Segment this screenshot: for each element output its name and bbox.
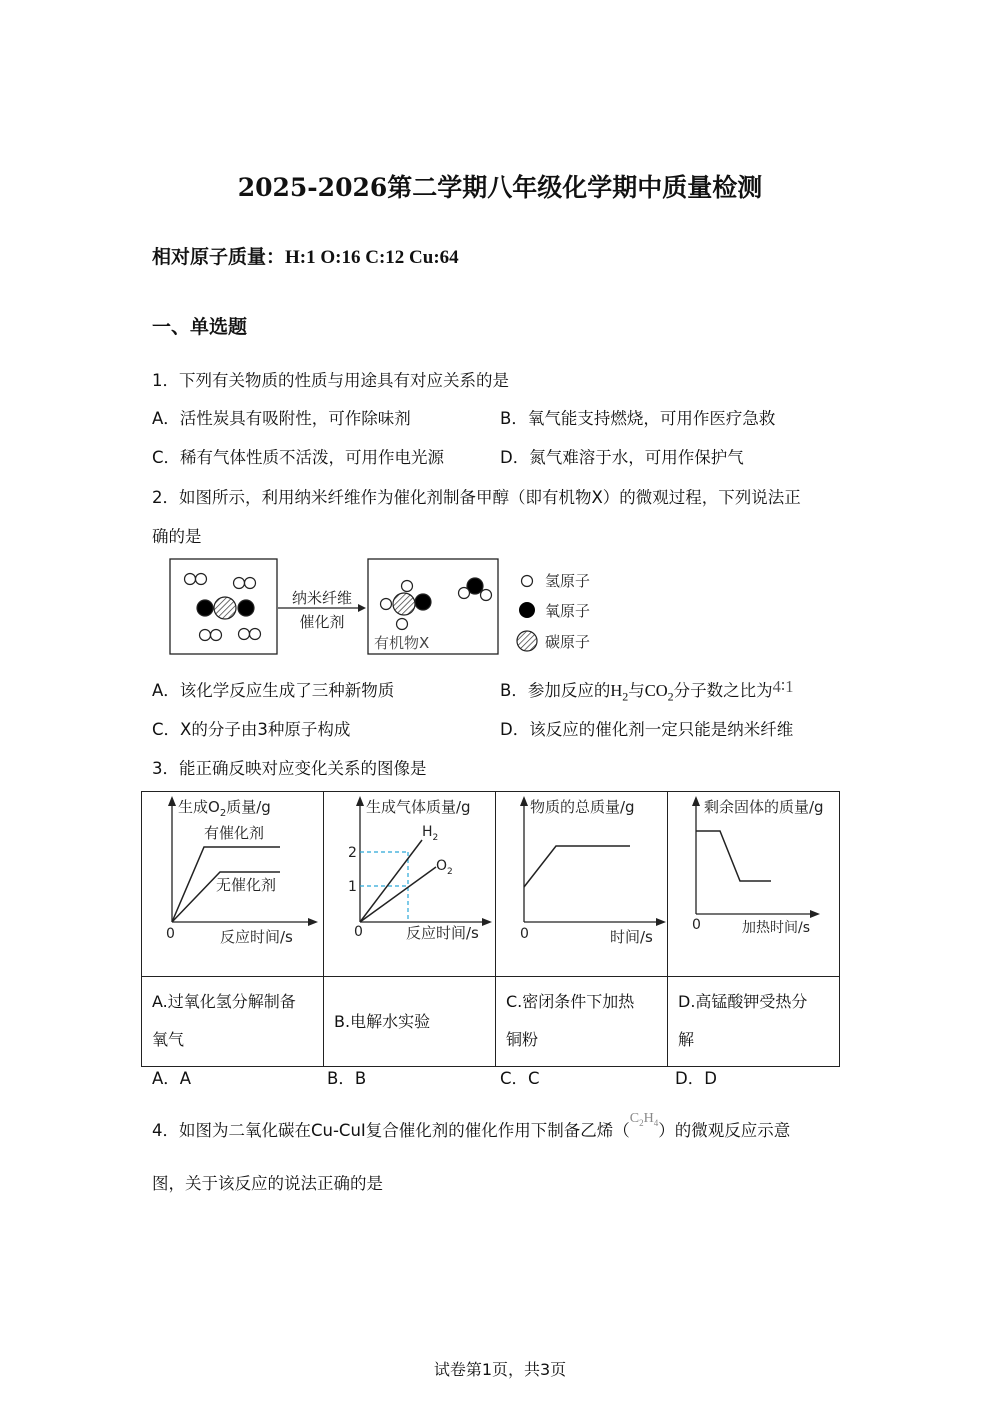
graph-c-xlabel: 时间/s — [610, 928, 653, 946]
caption-a-line2: 氧气 — [152, 1030, 185, 1049]
q1-stem: 1．下列有关物质的性质与用途具有对应关系的是 — [152, 371, 509, 390]
q3-option-b: B．B — [327, 1069, 367, 1088]
q4-stem-post: ）的微观反应示意 — [658, 1121, 791, 1140]
q2-b-text-1: B．参加反应的 — [500, 681, 611, 700]
graph-a-label-no-catalyst: 无催化剂 — [216, 876, 277, 894]
q2-option-c: C．X的分子由3种原子构成 — [152, 720, 351, 739]
graph-c-origin: 0 — [520, 926, 529, 942]
reactant-molecules — [185, 574, 261, 641]
q1-option-b: B．氧气能支持燃烧，可用作医疗急救 — [500, 409, 776, 428]
q4-stem-pre: 4．如图为二氧化碳在Cu-CuI复合催化剂的催化作用下制备乙烯（ — [152, 1121, 630, 1140]
graph-b — [324, 792, 495, 972]
h2-sub: 2 — [622, 689, 629, 704]
graph-a — [142, 792, 323, 972]
graph-b-xlabel: 反应时间/s — [406, 924, 479, 942]
graph-cell-a — [142, 792, 324, 977]
graph-cell-c — [496, 792, 668, 977]
q3-stem: 3．能正确反映对应变化关系的图像是 — [152, 759, 427, 778]
atomic-mass-values: H:1 O:16 C:12 Cu:64 — [285, 247, 459, 268]
graph-c-line — [524, 846, 630, 887]
caption-cell-c — [496, 977, 668, 1067]
q4-stem-line2: 图，关于该反应的说法正确的是 — [152, 1174, 383, 1193]
graph-a-origin: 0 — [166, 926, 175, 942]
graph-b-tick-2: 2 — [348, 845, 357, 861]
q2-b-text-3: 分子数之比为 — [673, 681, 773, 700]
page-footer: 试卷第1页，共3页 — [433, 1360, 567, 1379]
page-title: 2025-2026第二学期八年级化学期中质量检测 — [237, 173, 763, 202]
product-x-label: 有机物X — [374, 634, 430, 652]
diagram-legend — [517, 572, 590, 651]
caption-c-line2: 铜粉 — [506, 1030, 539, 1049]
ethylene-formula: C2H4 — [629, 1111, 659, 1128]
legend-hydrogen: 氢原子 — [545, 572, 591, 590]
graph-d-xlabel: 加热时间/s — [742, 920, 811, 936]
graph-d-ylabel: 剩余固体的质量/g — [704, 798, 824, 816]
caption-cell-d — [668, 977, 840, 1067]
graph-d — [668, 792, 839, 972]
q2-reaction-diagram — [160, 556, 620, 661]
caption-d-line1: D.高锰酸钾受热分 — [678, 992, 808, 1011]
graph-a-label-catalyst: 有催化剂 — [204, 824, 265, 842]
caption-cell-a — [142, 977, 324, 1067]
graph-b-ylabel: 生成气体质量/g — [366, 798, 471, 816]
caption-b: B.电解水实验 — [334, 1011, 431, 1031]
q2-stem-line1: 2．如图所示，利用纳米纤维作为催化剂制备甲醇（即有机物X）的微观过程，下列说法正 — [152, 488, 801, 507]
q2-stem-line2: 确的是 — [152, 527, 202, 546]
graph-c-ylabel: 物质的总质量/g — [530, 798, 635, 816]
q2-option-b — [500, 677, 793, 704]
graph-b-tick-1: 1 — [348, 879, 357, 895]
section-heading: 一、单选题 — [152, 316, 248, 338]
graph-cell-d — [668, 792, 840, 977]
graph-d-line — [696, 831, 771, 881]
q1-option-c: C．稀有气体性质不活泼，可用作电光源 — [152, 448, 445, 467]
graph-a-ylabel: 生成$O_2$质量/g — [178, 798, 271, 819]
caption-d-line2: 解 — [678, 1030, 695, 1049]
q3-option-c: C．C — [500, 1069, 540, 1088]
h2-h: H — [610, 681, 623, 700]
co2-co: CO — [644, 681, 668, 700]
graph-d-origin: 0 — [692, 917, 701, 933]
graph-b-origin: 0 — [354, 924, 363, 940]
q3-option-a: A．A — [152, 1069, 192, 1088]
caption-c-line1: C.密闭条件下加热 — [506, 992, 635, 1011]
graph-c — [496, 792, 667, 972]
q1-option-d: D．氮气难溶于水，可用作保护气 — [500, 448, 744, 467]
h2-formula — [610, 681, 629, 704]
atomic-mass-label: 相对原子质量： — [152, 246, 286, 268]
co2-sub: 2 — [667, 689, 674, 704]
atomic-mass-line — [152, 242, 459, 269]
product-molecules — [381, 578, 492, 630]
caption-a-line1: A.过氧化氢分解制备 — [152, 992, 296, 1011]
q3-option-d: D．D — [675, 1069, 717, 1088]
oxygen-atom-icon — [519, 602, 535, 618]
graph-b-o2-line — [360, 867, 436, 922]
graph-cell-b — [324, 792, 496, 977]
q2-b-text-2: 与 — [628, 681, 645, 700]
graph-b-h2-label: $H_2$ — [422, 824, 439, 843]
q2-option-a: A．该化学反应生成了三种新物质 — [152, 681, 395, 700]
graph-a-xlabel: 反应时间/s — [220, 928, 293, 946]
legend-oxygen: 氧原子 — [545, 602, 591, 620]
co2-formula — [644, 681, 674, 704]
legend-carbon: 碳原子 — [545, 633, 591, 651]
catalyst-label-2: 催化剂 — [299, 613, 345, 631]
q2-b-ratio: 4∶1 — [772, 677, 794, 696]
q4-stem-line1 — [152, 1111, 791, 1142]
caption-cell-b — [324, 977, 496, 1067]
q2-option-d: D．该反应的催化剂一定只能是纳米纤维 — [500, 720, 794, 739]
catalyst-label-1: 纳米纤维 — [291, 589, 353, 607]
carbon-atom-icon — [517, 631, 537, 651]
q1-option-a: A．活性炭具有吸附性，可作除味剂 — [152, 409, 411, 428]
hydrogen-atom-icon — [522, 576, 533, 587]
graph-b-o2-label: $O_2$ — [436, 858, 453, 877]
q3-graph-table — [141, 791, 840, 1067]
